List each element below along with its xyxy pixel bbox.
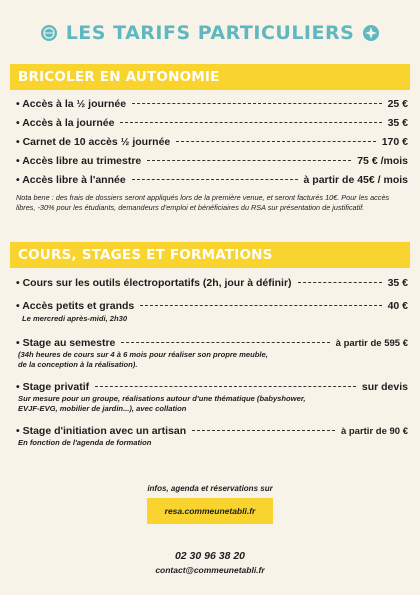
reservation-link[interactable]: resa.commeunetabli.fr [147, 498, 273, 524]
globe-icon [40, 24, 58, 42]
price-value: à partir de 595 € [335, 338, 408, 349]
price-label: • Cours sur les outils électroportatifs (2h, jour à définir) [16, 277, 292, 289]
price-row [16, 155, 408, 167]
dotted-leader [120, 122, 381, 123]
price-row [16, 425, 408, 437]
price-label: • Stage d'initiation avec un artisan [16, 425, 187, 437]
price-label: • Stage privatif [16, 381, 90, 393]
price-row [16, 174, 408, 186]
price-value: à partir de 45€ / mois [303, 174, 408, 186]
compass-star-icon [362, 24, 380, 42]
dotted-leader [132, 179, 298, 180]
section-heading: BRICOLER EN AUTONOMIE [18, 69, 220, 85]
price-row [16, 98, 408, 110]
dotted-leader [192, 430, 335, 431]
price-label: • Accès à la ½ journée [16, 98, 127, 110]
dotted-leader [132, 103, 381, 104]
nota-bene-note: Nota bene : des frais de dossiers seront appliqués lors de la première venue, et seront facturés 10€. Pour les accès libres, -30% pour les étudiants, demandeurs d'emploi et bénéficiaires du RSA sur présentation de justificatif. [16, 193, 390, 212]
price-value: 170 € [381, 136, 408, 148]
price-label: • Accès à la journée [16, 117, 115, 129]
price-row [16, 117, 408, 129]
price-value: 35 € [387, 117, 408, 129]
title-text: LES TARIFS PARTICULIERS [65, 22, 355, 44]
price-row [16, 136, 408, 148]
page-title [0, 22, 420, 44]
price-label: • Stage au semestre [16, 337, 116, 349]
contact-email[interactable]: contact@commeunetabli.fr [155, 565, 265, 575]
price-value: 75 € /mois [357, 155, 408, 167]
item-subtext: Le mercredi après-midi, 2h30 [22, 314, 128, 323]
price-row [16, 337, 408, 349]
dotted-leader [140, 305, 381, 306]
price-row [16, 277, 408, 289]
price-value: 35 € [387, 277, 408, 289]
price-row [16, 381, 408, 393]
item-subtext: En fonction de l'agenda de formation [18, 438, 152, 447]
price-row [16, 300, 408, 312]
section-cours-header [10, 242, 410, 268]
section-heading: COURS, STAGES ET FORMATIONS [18, 247, 273, 263]
dotted-leader [176, 141, 375, 142]
dotted-leader [147, 160, 351, 161]
item-subtext: (34h heures de cours sur 4 à 6 mois pour réaliser son propre meuble, de la conception à la réalisation). [18, 350, 268, 369]
price-value: 25 € [387, 98, 408, 110]
section-autonomie-header [10, 64, 410, 90]
item-subtext: Sur mesure pour un groupe, réalisations autour d'une thématique (babyshower, EVJF-EVG, mobilier de jardin...), avec collation [18, 394, 306, 413]
price-value: sur devis [361, 381, 408, 393]
info-text: infos, agenda et réservations sur [147, 484, 273, 493]
price-label: • Accès libre au trimestre [16, 155, 142, 167]
price-label: • Carnet de 10 accès ½ journée [16, 136, 171, 148]
price-label: • Accès petits et grands [16, 300, 135, 312]
dotted-leader [95, 386, 356, 387]
price-value: à partir de 90 € [340, 426, 408, 437]
dotted-leader [298, 282, 382, 283]
price-value: 40 € [387, 300, 408, 312]
phone-number: 02 30 96 38 20 [174, 550, 246, 562]
price-label: • Accès libre à l'année [16, 174, 126, 186]
dotted-leader [121, 342, 329, 343]
